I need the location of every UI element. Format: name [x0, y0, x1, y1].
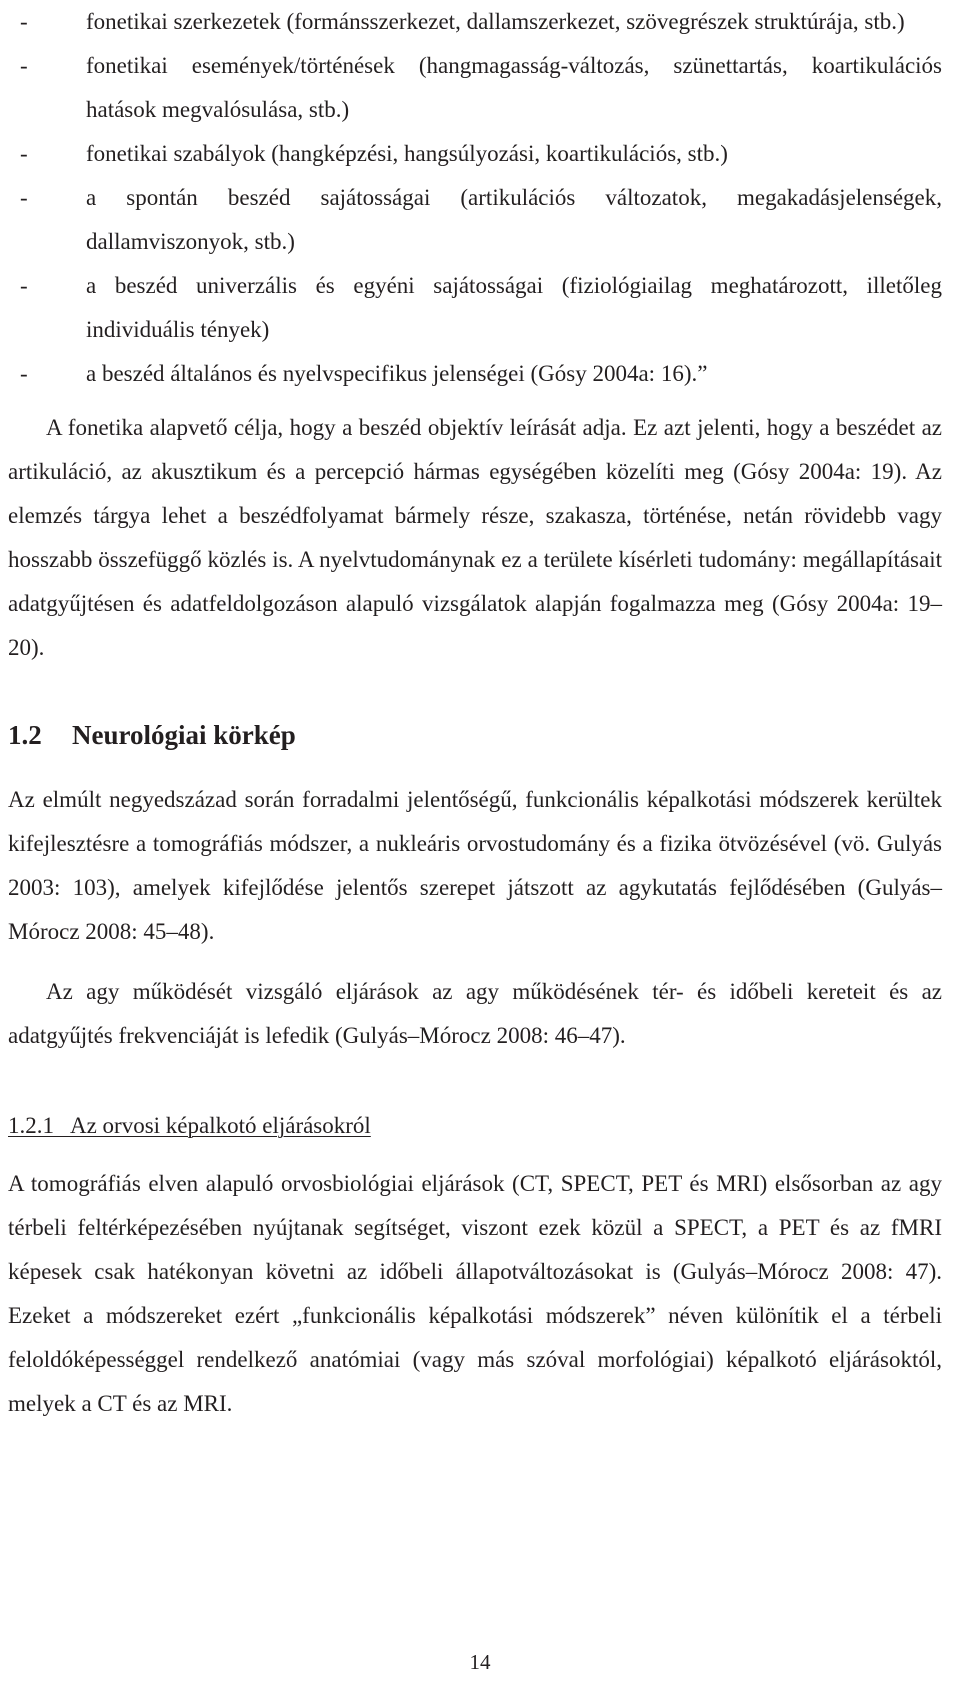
list-dash: -	[20, 361, 28, 386]
list-dash: -	[20, 9, 28, 34]
list-dash: -	[20, 185, 28, 210]
subsection-title: 1.2.1 Az orvosi képalkotó eljárásokról	[8, 1113, 371, 1138]
body-paragraph: A fonetika alapvető célja, hogy a beszéd objektív leírását adja. Ez azt jelenti, hogy a beszédet az artikuláció, az akusztikum és a percepció hármas egységében közelíti meg (Gósy 2004a: 19). Az elemzés tárgya lehet a beszédfolyamat bármely része, szakasza, történése, netán rövidebb vagy hosszabb összefüggő közlés is. A nyelvtudománynak ez a területe kísérleti tudomány: megállapításait adatgyűjtésen és adatfeldolgozáson alapuló vizsgálatok alapján fogalmazza meg (Gósy 2004a: 19–20).	[8, 415, 942, 660]
list-item	[8, 176, 942, 264]
list-item-text: fonetikai események/történések (hangmagasság-változás, szünettartás, koartikulációs hatások megvalósulása, stb.)	[86, 53, 942, 122]
list-item-text: fonetikai szerkezetek (formánsszerkezet, dallamszerkezet, szövegrészek struktúrája, stb.)	[86, 9, 905, 34]
list-dash: -	[20, 53, 28, 78]
list-dash: -	[20, 141, 28, 166]
list-item-text: a beszéd univerzális és egyéni sajátosságai (fiziológiailag meghatározott, illetőleg individuális tények)	[86, 273, 942, 342]
list-item	[8, 0, 942, 44]
list-item-text: fonetikai szabályok (hangképzési, hangsúlyozási, koartikulációs, stb.)	[86, 141, 728, 166]
list-item	[8, 132, 942, 176]
list-item	[8, 264, 942, 352]
body-paragraph: Az elmúlt negyedszázad során forradalmi jelentőségű, funkcionális képalkotási módszerek kerültek kifejlesztésre a tomográfiás módszer, a nukleáris orvostudomány és a fizika ötvözésével (vö. Gulyás 2003: 103), amelyek kifejlődése jelentős szerepet játszott az agykutatás fejlődésében (Gulyás–Mórocz 2008: 45–48).	[8, 787, 942, 944]
subsection-heading	[8, 1104, 942, 1148]
body-paragraph: Az agy működését vizsgáló eljárások az agy működésének tér- és időbeli kereteit és az adatgyűjtés frekvenciáját is lefedik (Gulyás–Mórocz 2008: 46–47).	[8, 979, 942, 1048]
document-page	[8, 0, 942, 1426]
list-item	[8, 44, 942, 132]
list-item-text: a beszéd általános és nyelvspecifikus jelenségei (Gósy 2004a: 16).”	[86, 361, 708, 386]
list-item-text: a spontán beszéd sajátosságai (artikulációs változatok, megakadásjelenségek, dallamviszonyok, stb.)	[86, 185, 942, 254]
page-number: 14	[469, 1650, 491, 1674]
list-dash: -	[20, 273, 28, 298]
phonetics-topic-list	[8, 0, 942, 396]
list-item	[8, 352, 942, 396]
section-title: Neurológiai körkép	[72, 720, 296, 750]
section-heading	[8, 710, 942, 760]
section-number: 1.2	[8, 720, 42, 750]
body-paragraph: A tomográfiás elven alapuló orvosbiológiai eljárások (CT, SPECT, PET és MRI) elsősorban az agy térbeli feltérképezésében nyújtanak segítséget, viszont ezek közül a SPECT, a PET és az fMRI képesek csak hatékonyan követni az időbeli állapotváltozásokat is (Gulyás–Mórocz 2008: 47). Ezeket a módszereket ezért „funkcionális képalkotási módszerek” néven különítik el a térbeli feloldóképességgel rendelkező anatómiai (vagy más szóval morfológiai) képalkotó eljárásoktól, melyek a CT és az MRI.	[8, 1171, 942, 1416]
